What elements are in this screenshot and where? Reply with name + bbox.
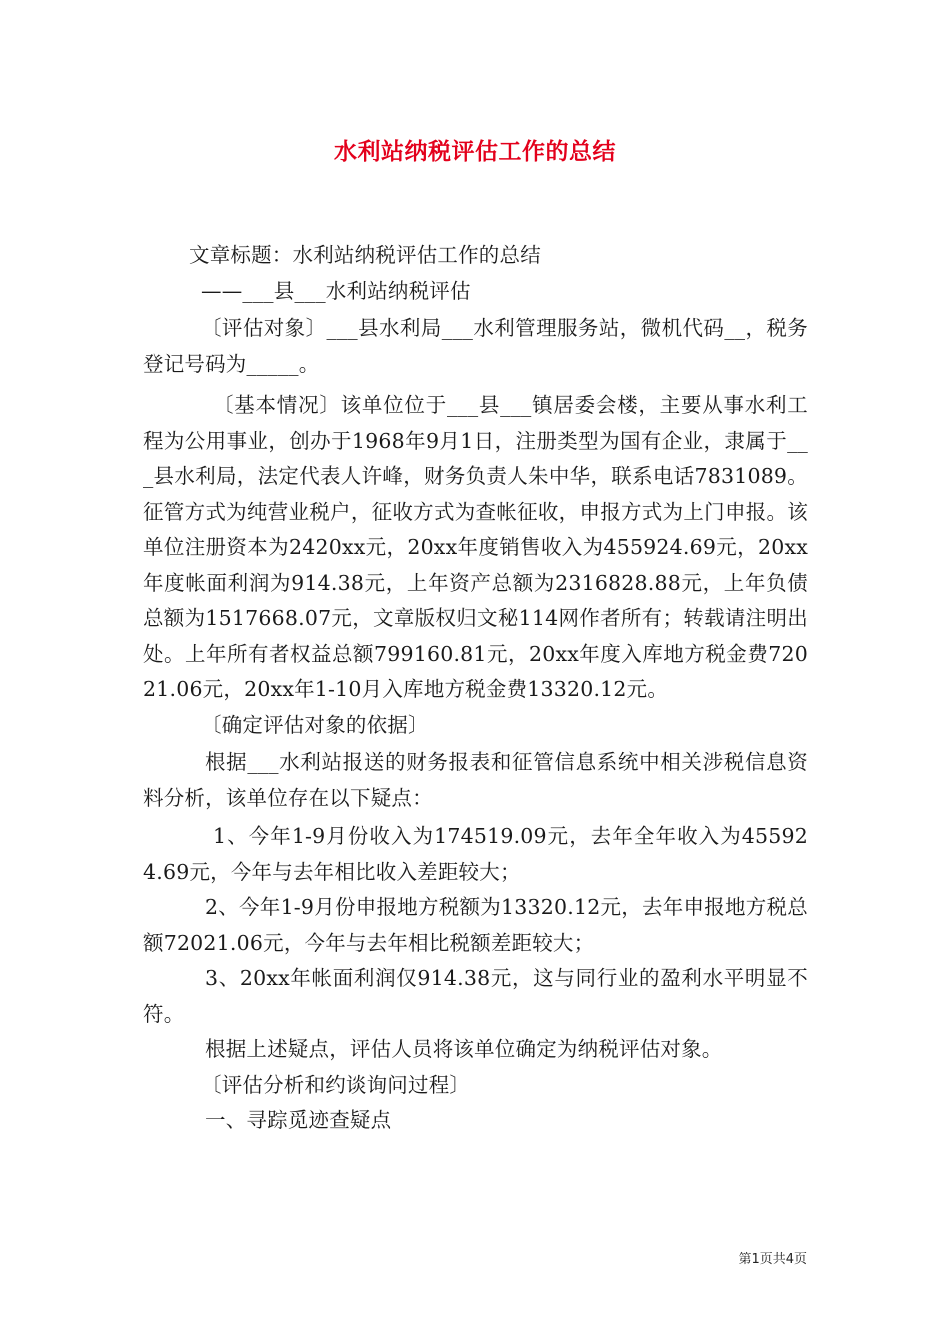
article-title-line: 文章标题：水利站纳税评估工作的总结	[189, 243, 541, 267]
basis-heading: 〔确定评估对象的依据〕	[201, 712, 429, 737]
doubt-item-2: 2、今年1-9月份申报地方税额为13320.12元，去年申报地方税总额72021.06元，今年与去年相比税额差距较大；	[143, 895, 808, 955]
basic-info-paragraph: 〔基本情况〕该单位位于___县___镇居委会楼，主要从事水利工程为公用事业，创办于1968年9月1日，注册类型为国有企业，隶属于___县水利局，法定代表人许峰，财务负责人朱中华，联系电话7831089。征管方式为纯营业税户，征收方式为查帐征收，申报方式为上门申报。该单位注册资本为2420xx元，20xx年度销售收入为455924.69元，20xx年度帐面利润为914.38元，上年资产总额为2316828.88元，上年负债总额为1517668.07元，文章版权归文秘114网作者所有；转载请注明出处。上年所有者权益总额799160.81元，20xx年度入库地方税金费72021.06元，20xx年1-10月入库地方税金费13320.12元。	[143, 393, 808, 701]
page-number: 第1页共4页	[738, 1252, 807, 1267]
section-one-heading: 一、寻踪觅迹查疑点	[205, 1108, 392, 1132]
analysis-heading: 〔评估分析和约谈询问过程〕	[201, 1072, 471, 1097]
doubt-item-3: 3、20xx年帐面利润仅914.38元，这与同行业的盈利水平明显不符。	[143, 966, 808, 1026]
document-body	[143, 238, 808, 1139]
evaluation-target-paragraph: 〔评估对象〕___县水利局___水利管理服务站，微机代码__，税务登记号码为_____。	[143, 316, 808, 376]
doubt-item-1: 1、今年1-9月份收入为174519.09元，去年全年收入为455924.69元，今年与去年相比收入差距较大；	[143, 824, 808, 884]
basis-paragraph: 根据___水利站报送的财务报表和征管信息系统中相关涉税信息资料分析，该单位存在以下疑点：	[143, 750, 808, 810]
conclusion-paragraph: 根据上述疑点，评估人员将该单位确定为纳税评估对象。	[205, 1037, 723, 1061]
document-title: 水利站纳税评估工作的总结	[334, 138, 616, 165]
subtitle-line: ——___县___水利站纳税评估	[201, 278, 471, 303]
